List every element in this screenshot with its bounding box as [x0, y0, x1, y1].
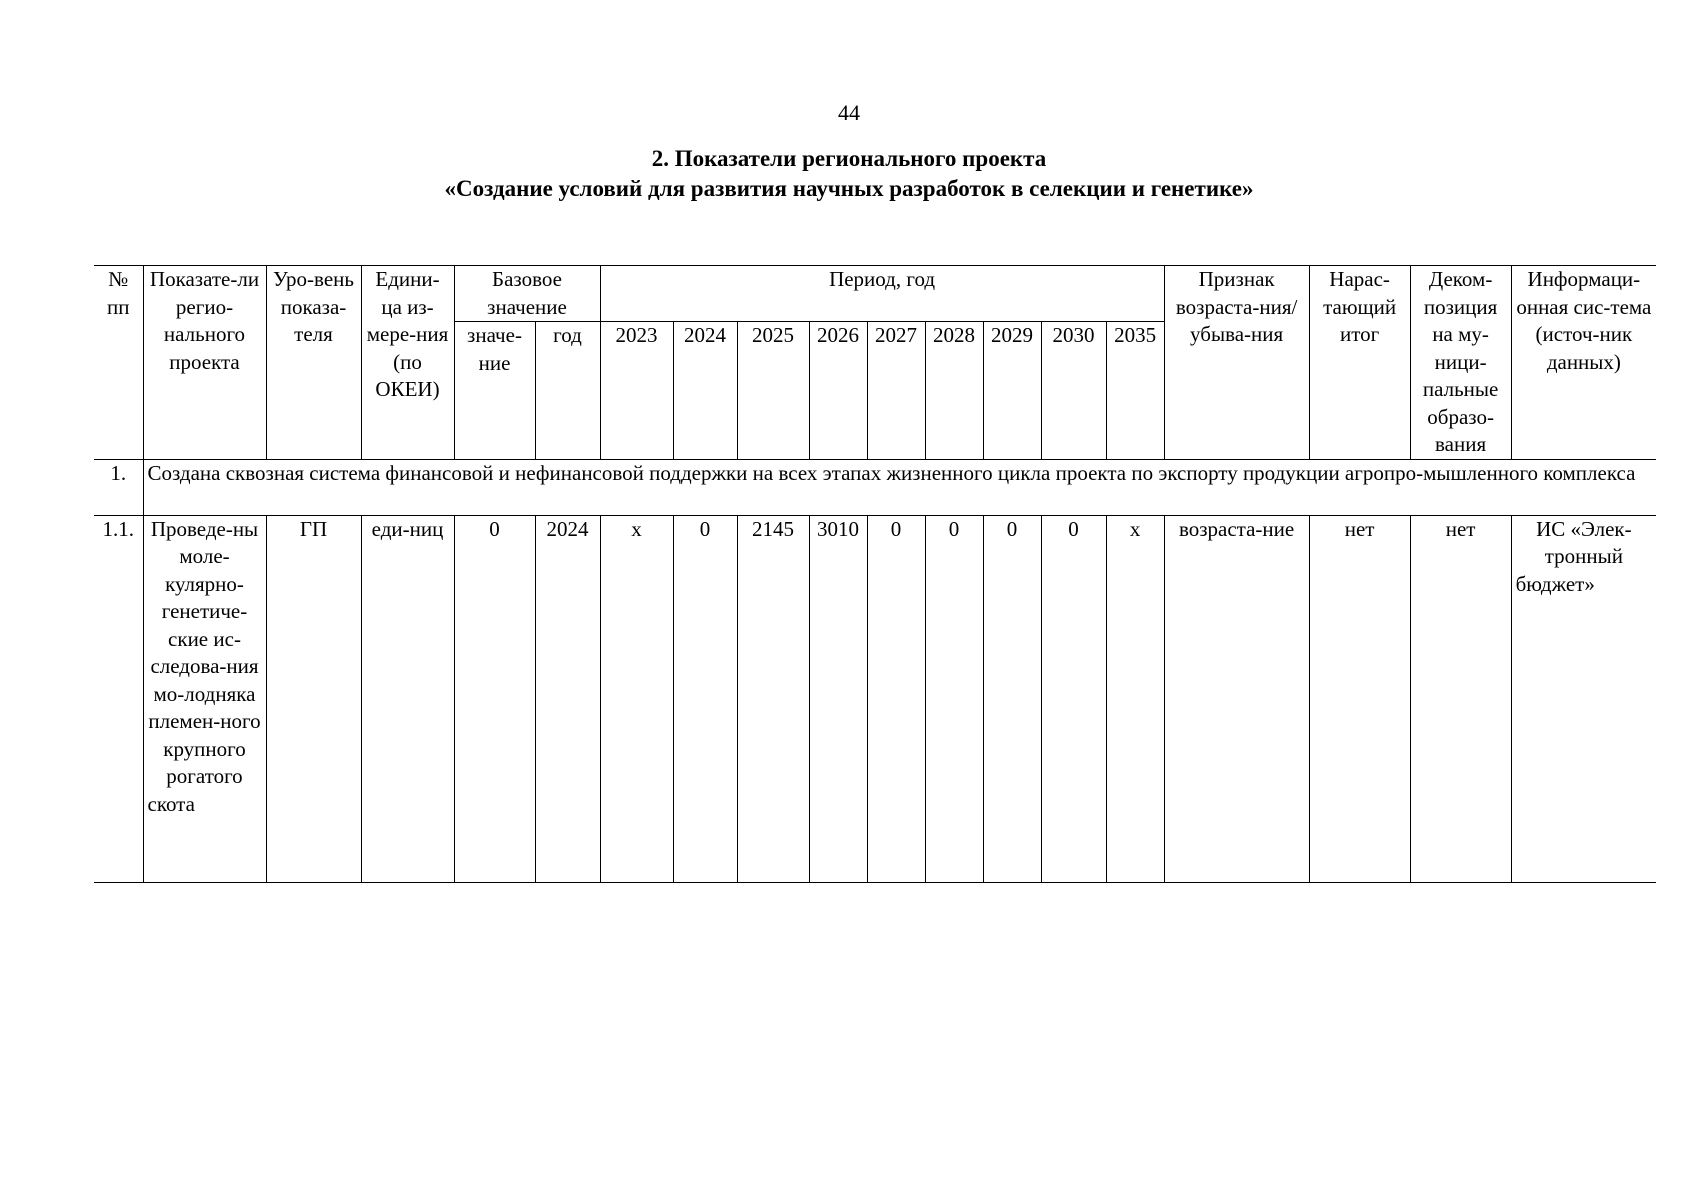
header-year-2025: 2025 — [737, 322, 809, 459]
header-base-value: значе-ние — [454, 322, 535, 459]
row-indicator: Проведе-ны моле-кулярно-генетиче-ские ис-следова-ния мо-лодняка племен-ного крупного рогатого скота — [143, 515, 266, 882]
row-base-value: 0 — [454, 515, 535, 882]
row-trend: возраста-ние — [1164, 515, 1309, 882]
header-info-system: Информаци-онная сис-тема (источ-ник данных) — [1511, 266, 1656, 460]
page-number: 44 — [838, 100, 860, 125]
row-value-2028: 0 — [925, 515, 983, 882]
table-row — [94, 515, 1656, 882]
row-decomposition: нет — [1410, 515, 1511, 882]
row-base-year: 2024 — [535, 515, 600, 882]
row-value-2027: 0 — [867, 515, 925, 882]
row-unit: еди-ниц — [361, 515, 454, 882]
goal-number: 1. — [94, 459, 143, 515]
header-year-2026: 2026 — [809, 322, 867, 459]
header-year-2024: 2024 — [673, 322, 737, 459]
header-unit: Едини-ца из-мере-ния (по ОКЕИ) — [361, 266, 454, 460]
header-level: Уро-вень показа-теля — [266, 266, 361, 460]
header-year-2028: 2028 — [925, 322, 983, 459]
header-year-2035: 2035 — [1106, 322, 1164, 459]
header-row-1 — [94, 266, 1656, 322]
header-cumulative: Нарас-тающий итог — [1309, 266, 1410, 460]
indicators-table — [94, 265, 1656, 883]
row-value-2023: х — [600, 515, 673, 882]
header-trend: Признак возраста-ния/убыва-ния — [1164, 266, 1309, 460]
header-year-2029: 2029 — [983, 322, 1041, 459]
header-num: № пп — [94, 266, 143, 460]
row-value-2026: 3010 — [809, 515, 867, 882]
header-year-2030: 2030 — [1041, 322, 1106, 459]
row-value-2030: 0 — [1041, 515, 1106, 882]
section-title — [0, 144, 1698, 204]
row-info-system: ИС «Элек-тронный бюджет» — [1511, 515, 1656, 882]
row-level: ГП — [266, 515, 361, 882]
header-base: Базовое значение — [454, 266, 600, 322]
header-year-2023: 2023 — [600, 322, 673, 459]
title-line-2: «Создание условий для развития научных разработок в селекции и генетике» — [444, 176, 1254, 201]
goal-text: Создана сквозная система финансовой и нефинансовой поддержки на всех этапах жизненного цикла проекта по экспорту продукции агропро-мышленного комплекса — [143, 459, 1656, 515]
goal-row — [94, 459, 1656, 515]
title-line-1: 2. Показатели регионального проекта — [651, 146, 1047, 171]
header-base-year: год — [535, 322, 600, 459]
row-value-2035: х — [1106, 515, 1164, 882]
row-value-2024: 0 — [673, 515, 737, 882]
row-cumulative: нет — [1309, 515, 1410, 882]
row-value-2025: 2145 — [737, 515, 809, 882]
row-value-2029: 0 — [983, 515, 1041, 882]
header-year-2027: 2027 — [867, 322, 925, 459]
header-period: Период, год — [600, 266, 1164, 322]
row-number: 1.1. — [94, 515, 143, 882]
header-decomposition: Деком-позиция на му-ници-пальные образо-вания — [1410, 266, 1511, 460]
header-indicator: Показате-ли регио-нального проекта — [143, 266, 266, 460]
